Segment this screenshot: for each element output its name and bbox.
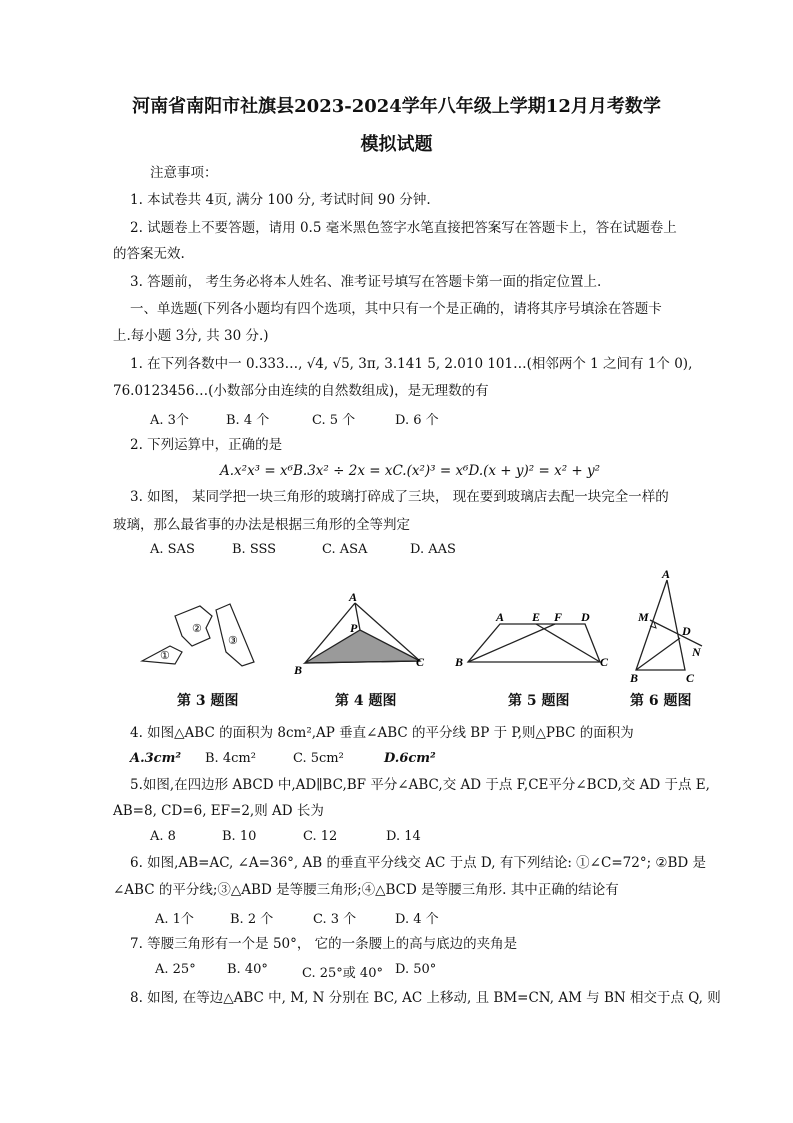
fig6-label-n: N [692,645,701,659]
q2-stem: 2. 下列运算中，正确的是 [130,437,283,453]
fig5-ce [536,624,600,662]
fig3-label-3: ③ [228,635,238,647]
exam-title-line1: 河南省南阳市社旗县2023-2024学年八年级上学期12月月考数学 [132,96,661,117]
fig5-caption: 第 5 题图 [508,693,570,709]
q1-stem-line1: 1. 在下列各数中一 0.333…, √4, √5, 3π, 3.141 5, 2.010 101…(相邻两个 1 之间有 1个 0), [130,356,693,372]
q5-option-a: A. 8 [150,829,176,844]
q6-stem-line2: ∠ABC 的平分线;③△ABD 是等腰三角形;④△BCD 是等腰三角形. 其中正确的结论有 [113,882,619,898]
fig3-label-1: ① [160,650,170,662]
fig5-label-e: E [532,610,541,624]
q3-stem-line1: 3. 如图， 某同学把一块三角形的玻璃打碎成了三块， 现在要到玻璃店去配一块完全一样的 [130,489,669,505]
notes-heading: 注意事项： [150,165,218,181]
fig6-label-c: C [686,671,695,684]
q7-option-b: B. 40° [227,962,268,977]
q6-option-c: C. 3 个 [313,912,357,927]
fig5-label-b: B [455,655,464,669]
q3-stem-line2: 玻璃，那么最省事的办法是根据三角形的全等判定 [113,517,410,533]
q5-stem-line1: 5.如图,在四边形 ABCD 中,AD∥BC,BF 平分∠ABC,交 AD 于点 F,CE平分∠BCD,交 AD 于点 E, [130,777,710,793]
fig5-label-a: A [496,610,505,624]
q3-option-b: B. SSS [232,542,277,557]
q6-option-a: A. 1个 [155,912,194,927]
q1-stem-line2: 76.0123456…(小数部分由连续的自然数组成)，是无理数的有 [113,383,489,399]
fig3-label-2: ② [192,623,202,635]
fig3-caption: 第 3 题图 [177,693,239,709]
note-2-line2: 的答案无效. [113,246,185,262]
section-1-heading: 一、单选题(下列各小题均有四个选项，其中只有一个是正确的，请将其序号填涂在答题卡 [130,301,662,317]
fig5-label-c: C [600,655,609,669]
q7-option-c: C. 25°或 40° [302,966,383,981]
q2-options: A.x²x³ = x⁶B.3x² ÷ 2x = xC.(x²)³ = x⁶D.(x + y)² = x² + y² [220,463,601,479]
q4-option-a: A.3cm² [130,751,182,766]
section-1-heading-line2: 上.每小题 3分, 共 30 分.) [113,328,269,344]
fig5-abcd [468,624,600,662]
fig6-label-b: B [630,671,639,684]
q7-option-a: A. 25° [155,962,196,977]
note-2-line1: 2. 试题卷上不要答题，请用 0.5 毫米黑色签字水笔直接把答案写在答题卡上，答在试题卷上 [130,220,677,236]
q1-option-a: A. 3个 [150,413,189,428]
note-3: 3. 答题前， 考生务必将本人姓名、准考证号填写在答题卡第一面的指定位置上. [130,274,602,290]
q1-option-c: C. 5 个 [312,413,356,428]
figures-strip [130,566,720,684]
q5-stem-line2: AB=8, CD=6, EF=2,则 AD 长为 [113,803,324,819]
fig5-quadrilateral [468,624,600,662]
fig4-label-c: C [416,655,425,669]
fig6-label-m: M [638,610,649,624]
q4-stem: 4. 如图△ABC 的面积为 8cm²,AP 垂直∠ABC 的平分线 BP 于 P,则△PBC 的面积为 [130,725,634,741]
q6-option-d: D. 4 个 [395,912,439,927]
q4-option-b: B. 4cm² [205,751,256,766]
fig5-label-d: D [581,610,590,624]
q4-option-c: C. 5cm² [293,751,344,766]
note-1: 1. 本试卷共 4页, 满分 100 分, 考试时间 90 分钟. [130,192,431,208]
q7-option-d: D. 50° [395,962,437,977]
fig4-caption: 第 4 题图 [335,693,397,709]
q6-stem-line1: 6. 如图,AB=AC, ∠A=36°, AB 的垂直平分线交 AC 于点 D, 有下列结论: ①∠C=72°; ②BD 是 [130,855,707,871]
q3-option-a: A. SAS [150,542,195,557]
q8-stem: 8. 如图, 在等边△ABC 中, M, N 分别在 BC, AC 上移动, 且 BM=CN, AM 与 BN 相交于点 Q, 则 [130,990,721,1006]
q5-option-b: B. 10 [222,829,257,844]
fig4-label-a: A [349,590,358,604]
q3-option-c: C. ASA [322,542,368,557]
q6-option-b: B. 2 个 [230,912,274,927]
fig4-label-p: P [350,621,358,635]
q1-option-b: B. 4 个 [226,413,270,428]
fig4-shaded-pbc [305,630,420,663]
fig6-label-d: D [682,624,691,638]
q1-option-d: D. 6 个 [395,413,439,428]
q7-stem: 7. 等腰三角形有一个是 50°， 它的一条腰上的高与底边的夹角是 [130,936,518,952]
fig6-caption: 第 6 题图 [630,693,692,709]
fig4-triangle [305,603,420,663]
q5-option-d: D. 14 [386,829,421,844]
fig5-bf [468,624,555,662]
exam-title-line2: 模拟试题 [360,134,433,155]
fig6-segment-bd [636,638,680,670]
fig6-label-a: A [662,567,671,581]
fig4-label-b: B [294,663,303,677]
q4-option-d: D.6cm² [384,751,436,766]
q3-option-d: D. AAS [410,542,456,557]
fig5-label-f: F [554,610,563,624]
q5-option-c: C. 12 [303,829,338,844]
